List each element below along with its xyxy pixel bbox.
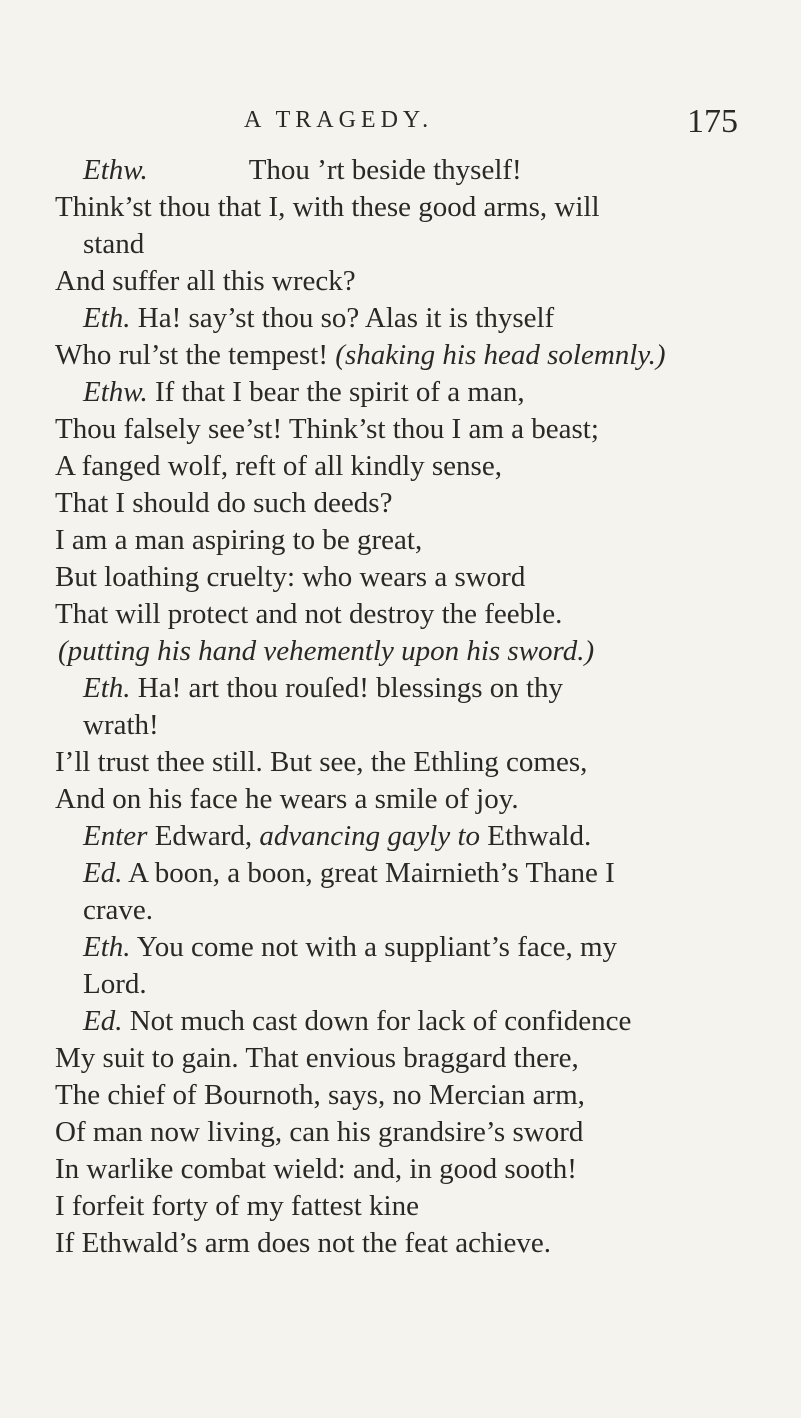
text-line xyxy=(55,374,775,411)
speaker-name: Ed. xyxy=(83,857,123,889)
line-text: That will protect and not destroy the feeble. xyxy=(55,598,563,630)
page-header xyxy=(0,103,801,147)
line-text: Ha! art thou rouſed! blessings on thy xyxy=(130,672,564,704)
text-line xyxy=(55,1151,775,1188)
line-text: If that I bear the spirit of a man, xyxy=(147,376,525,408)
text-line xyxy=(55,892,775,929)
text-line xyxy=(55,485,775,522)
speaker-name: Ethw. xyxy=(83,154,148,186)
line-text: Ha! say’st thou so? Alas it is thyself xyxy=(130,302,555,334)
text-line xyxy=(55,1114,775,1151)
text-line xyxy=(55,1188,775,1225)
line-text: Lord. xyxy=(83,968,147,1000)
line-text: If Ethwald’s arm does not the feat achieve. xyxy=(55,1227,552,1259)
text-line xyxy=(55,670,775,707)
text-line xyxy=(55,781,775,818)
stage-direction: (putting his hand vehemently upon his sword.) xyxy=(58,635,595,667)
line-text: I forfeit forty of my fattest kine xyxy=(55,1190,419,1222)
line-text: That I should do such deeds? xyxy=(55,487,393,519)
line-text: A boon, a boon, great Mairnieth’s Thane I xyxy=(122,857,615,889)
line-text: wrath! xyxy=(83,709,159,741)
character-name: Edward, xyxy=(147,820,260,852)
text-line xyxy=(55,522,775,559)
line-text: Thou ’rt beside thyself! xyxy=(147,154,522,186)
line-text: I’ll trust thee still. But see, the Ethling comes, xyxy=(55,746,588,778)
text-line xyxy=(55,1040,775,1077)
line-text: crave. xyxy=(83,894,154,926)
line-text: Thou falsely see’st! Think’st thou I am a beast; xyxy=(55,413,599,445)
text-line xyxy=(55,1003,775,1040)
text-line xyxy=(55,189,775,226)
text-line xyxy=(55,1077,775,1114)
text-line xyxy=(55,855,775,892)
running-title: A TRAGEDY. xyxy=(244,107,434,133)
text-line xyxy=(55,337,775,374)
speaker-name: Eth. xyxy=(83,302,131,334)
line-text: My suit to gain. That envious braggard there, xyxy=(55,1042,579,1074)
text-line xyxy=(55,596,775,633)
text-line xyxy=(55,263,775,300)
text-line xyxy=(55,448,775,485)
text-line xyxy=(55,707,775,744)
stage-direction-enter: Enter xyxy=(83,820,148,852)
speaker-name: Ed. xyxy=(83,1005,123,1037)
line-text: Think’st thou that I, with these good arms, will xyxy=(55,191,600,223)
text-line xyxy=(55,152,775,189)
text-line xyxy=(55,633,775,670)
line-text: You come not with a suppliant’s face, my xyxy=(130,931,618,963)
text-line xyxy=(55,226,775,263)
page-number: 175 xyxy=(687,103,738,140)
text-line xyxy=(55,1225,775,1262)
line-text: In warlike combat wield: and, in good sooth! xyxy=(55,1153,577,1185)
text-line xyxy=(55,818,775,855)
text-line xyxy=(55,300,775,337)
speaker-name: Eth. xyxy=(83,931,131,963)
line-text: And suffer all this wreck? xyxy=(55,265,356,297)
text-line xyxy=(55,929,775,966)
play-text xyxy=(55,152,775,1262)
text-line xyxy=(55,966,775,1003)
stage-direction: advancing gayly to xyxy=(259,820,481,852)
line-text: The chief of Bournoth, says, no Mercian arm, xyxy=(55,1079,585,1111)
line-text: But loathing cruelty: who wears a sword xyxy=(55,561,526,593)
character-name: Ethwald. xyxy=(480,820,592,852)
speaker-name: Ethw. xyxy=(83,376,148,408)
text-line xyxy=(55,559,775,596)
speaker-name: Eth. xyxy=(83,672,131,704)
line-text: Who rul’st the tempest! xyxy=(55,339,336,371)
line-text: A fanged wolf, reft of all kindly sense, xyxy=(55,450,502,482)
text-line xyxy=(55,744,775,781)
line-text: And on his face he wears a smile of joy. xyxy=(55,783,519,815)
line-text: stand xyxy=(83,228,145,260)
line-text: I am a man aspiring to be great, xyxy=(55,524,423,556)
line-text: Not much cast down for lack of confidence xyxy=(122,1005,632,1037)
stage-direction: (shaking his head solemnly.) xyxy=(335,339,666,371)
line-text: Of man now living, can his grandsire’s sword xyxy=(55,1116,584,1148)
text-line xyxy=(55,411,775,448)
